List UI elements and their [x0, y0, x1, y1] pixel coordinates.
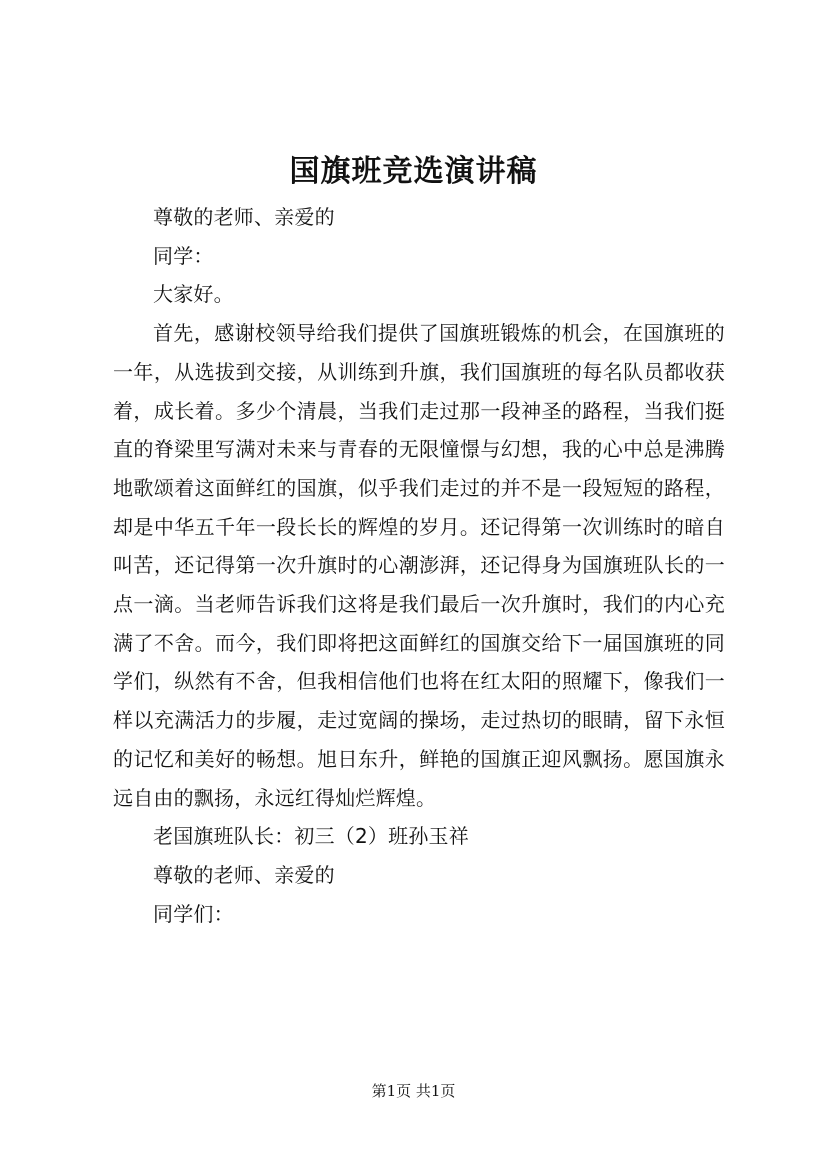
paragraph-greeting: 大家好。 [153, 282, 234, 307]
paragraph-audience: 同学： [153, 243, 214, 268]
document-body [113, 198, 725, 933]
paragraph-audience-2: 同学们： [153, 901, 234, 926]
paragraph-salutation: 尊敬的老师、亲爱的 [153, 205, 335, 229]
paragraph-signature: 老国旗班队长：初三（2）班孙玉祥 [153, 824, 469, 849]
paragraph-main: 首先，感谢校领导给我们提供了国旗班锻炼的机会，在国旗班的一年，从选拔到交接，从训练到升旗，我们国旗班的每名队员都收获着，成长着。多少个清晨，当我们走过那一段神圣的路程，当我们挺直的脊梁里写满对未来与青春的无限憧憬与幻想，我的心中总是沸腾地歌颂着这面鲜红的国旗，似乎我们走过的并不是一段短短的路程，却是中华五千年一段长长的辉煌的岁月。还记得第一次训练时的暗自叫苦，还记得第一次升旗时的心潮澎湃，还记得身为国旗班队长的一点一滴。当老师告诉我们这将是我们最后一次升旗时，我们的内心充满了不舍。而今，我们即将把这面鲜红的国旗交给下一届国旗班的同学们，纵然有不舍，但我相信他们也将在红太阳的照耀下，像我们一样以充满活力的步履，走过宽阔的操场，走过热切的眼睛，留下永恒的记忆和美好的畅想。旭日东升，鲜艳的国旗正迎风飘扬。愿国旗永远自由的飘扬，永远红得灿烂辉煌。 [113, 321, 725, 810]
document-title: 国旗班竞选演讲稿 [289, 154, 538, 189]
paragraph-salutation-2: 尊敬的老师、亲爱的 [153, 862, 335, 887]
page-number-footer: 第1页 共1页 [371, 1082, 456, 1100]
